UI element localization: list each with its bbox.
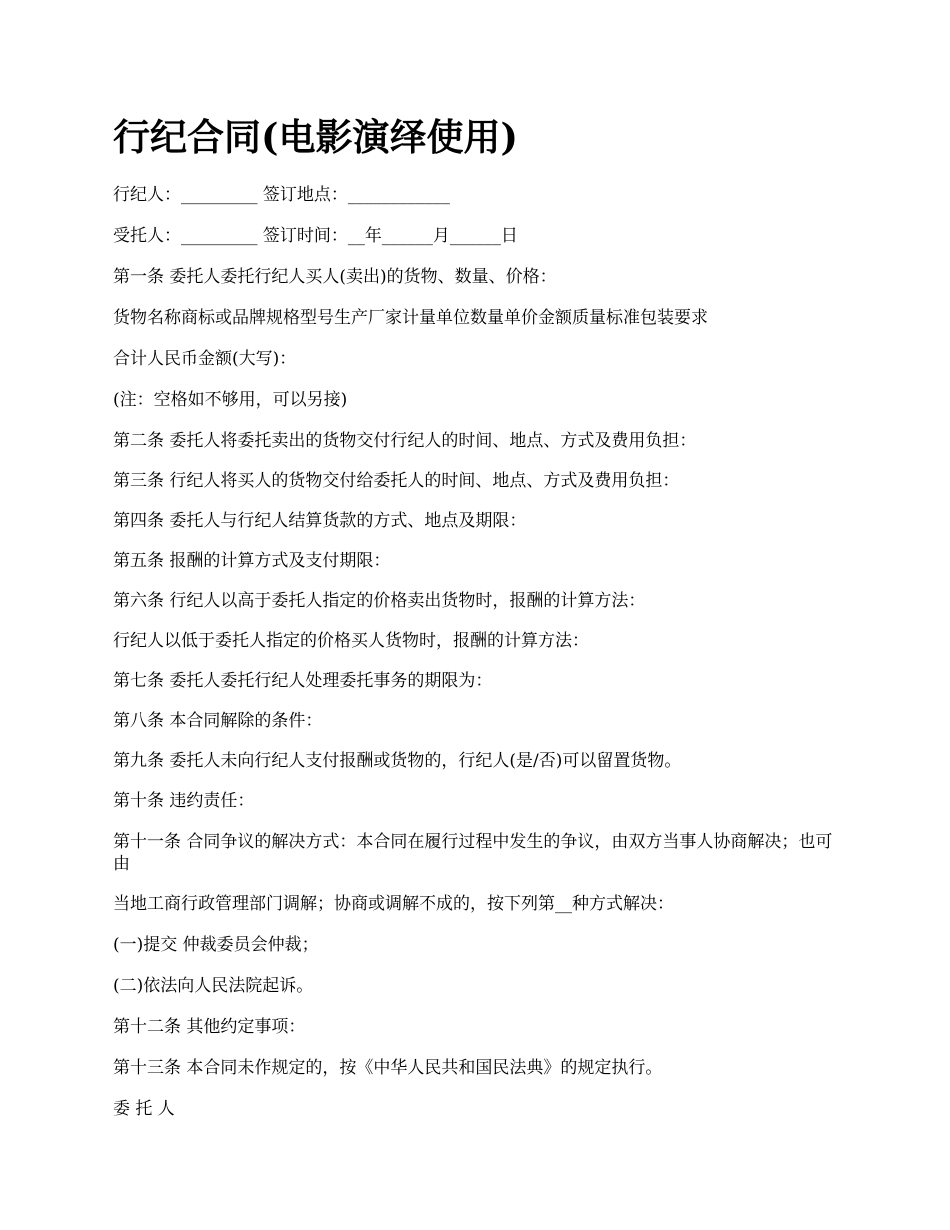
signature-client-label: 委 托 人: [113, 1099, 175, 1119]
article-3: 第三条 行纪人将买人的货物交付给委托人的时间、地点、方式及费用负担：: [113, 471, 680, 491]
article-11: 第十一条 合同争议的解决方式：本合同在履行过程中发生的争议，由双方当事人协商解决；也可由: [113, 832, 833, 874]
article-12: 第十二条 其他约定事项：: [113, 1017, 306, 1037]
article-1: 第一条 委托人委托行纪人买人(卖出)的货物、数量、价格：: [113, 267, 557, 287]
article-6: 第六条 行纪人以高于委托人指定的价格卖出货物时，报酬的计算方法：: [113, 591, 646, 611]
article-4: 第四条 委托人与行纪人结算货款的方式、地点及期限：: [113, 511, 527, 531]
article-7: 第七条 委托人委托行纪人处理委托事务的期限为：: [113, 671, 493, 691]
article-8: 第八条 本合同解除的条件：: [113, 711, 323, 731]
goods-table-header: 货物名称商标或品牌规格型号生产厂家计量单位数量单价金额质量标准包装要求: [113, 308, 708, 328]
option-litigation: (二)依法向人民法院起诉。: [113, 976, 314, 996]
document-title: 行纪合同(电影演绎使用): [113, 115, 519, 159]
article-10: 第十条 违约责任：: [113, 791, 255, 811]
article-5: 第五条 报酬的计算方式及支付期限：: [113, 551, 391, 571]
party-client-line: 受托人：_________ 签订时间：__年______月______日: [113, 226, 518, 246]
party-agent-line: 行纪人：_________ 签订地点：____________: [113, 185, 450, 205]
article-11-continued: 当地工商行政管理部门调解；协商或调解不成的，按下列第__种方式解决：: [113, 894, 674, 914]
article-2: 第二条 委托人将委托卖出的货物交付行纪人的时间、地点、方式及费用负担：: [113, 431, 697, 451]
article-6-continued: 行纪人以低于委托人指定的价格买人货物时，报酬的计算方法：: [113, 631, 589, 651]
option-arbitration: (一)提交 仲裁委员会仲裁；: [113, 935, 319, 955]
total-amount-line: 合计人民币金额(大写)：: [113, 349, 297, 369]
article-13: 第十三条 本合同未作规定的，按《中华人民共和国民法典》的规定执行。: [113, 1058, 663, 1078]
note-line: (注：空格如不够用，可以另接): [113, 390, 348, 410]
article-9: 第九条 委托人未向行纪人支付报酬或货物的，行纪人(是/否)可以留置货物。: [113, 751, 682, 771]
